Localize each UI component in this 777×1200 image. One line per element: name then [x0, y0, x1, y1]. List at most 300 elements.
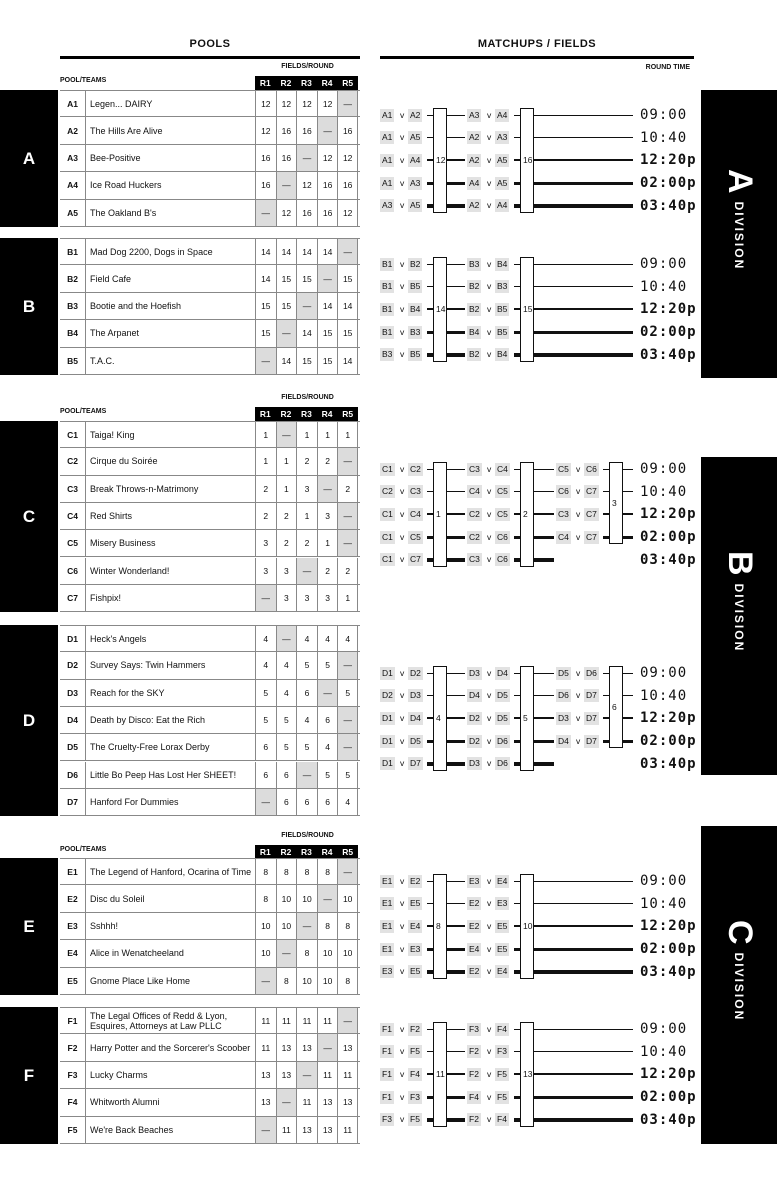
connector-line: [534, 1051, 633, 1052]
field-cell-r2: 8: [276, 859, 297, 884]
field-cell-r1: 8: [255, 859, 276, 884]
vs-text: v: [487, 1114, 492, 1125]
vs-text: v: [400, 898, 405, 909]
round-time: 09:00: [640, 461, 688, 477]
vs-text: v: [400, 463, 405, 474]
team-chip: C5: [410, 531, 421, 542]
team-row: [60, 652, 360, 679]
vs-text: v: [576, 735, 581, 746]
round-time: 10:40: [640, 1043, 688, 1060]
field-cell-r2: 13: [276, 1062, 297, 1088]
field-cell-r2: 16: [276, 117, 297, 143]
round-time: 03:40p: [640, 197, 697, 214]
connector-line: [534, 695, 554, 696]
field-cell-r5: 1: [337, 585, 358, 611]
vs-text: v: [400, 920, 405, 931]
team-chip: D4: [469, 690, 480, 701]
field-cell-r3: —: [296, 558, 317, 584]
field-cell-r1: 14: [255, 265, 276, 291]
team-name: Gnome Place Like Home: [90, 975, 191, 986]
vs-text: v: [400, 508, 405, 519]
field-cell-r3: —: [296, 1062, 317, 1088]
team-row: [60, 503, 360, 530]
field-cell-r3: 10: [296, 968, 317, 994]
round-header-r3: R3: [296, 76, 317, 90]
team-chip: B4: [497, 258, 508, 269]
team-id: B2: [60, 265, 86, 291]
round-time: 02:00p: [640, 941, 697, 958]
field-cell-r1: 3: [255, 530, 276, 556]
vs-text: v: [576, 463, 581, 474]
connector-line: [534, 881, 633, 882]
field-cell-r4: —: [317, 265, 338, 291]
field-cell-r1: 11: [255, 1008, 276, 1033]
vs-text: v: [400, 486, 405, 497]
team-chip: A1: [382, 177, 393, 188]
vs-text: v: [487, 758, 492, 769]
matchups-header: MATCHUPS / FIELDS: [477, 38, 597, 50]
team-chip: D7: [410, 758, 421, 769]
round-time: 10:40: [640, 895, 688, 912]
division-label: [720, 169, 759, 270]
field-number: 4: [436, 713, 441, 724]
team-id: A5: [60, 200, 86, 226]
field-cell-r1: 12: [255, 117, 276, 143]
team-id: F4: [60, 1089, 86, 1115]
team-chip: E3: [410, 943, 421, 954]
vs-text: v: [487, 349, 492, 360]
team-row: [60, 172, 360, 199]
team-chip: E4: [410, 920, 421, 931]
team-name: Lucky Charms: [90, 1069, 148, 1080]
vs-text: v: [576, 712, 581, 723]
pool-label-a: A: [0, 90, 58, 227]
field-cell-r4: 10: [317, 968, 338, 994]
team-chip: F5: [410, 1114, 420, 1125]
vs-text: v: [400, 132, 405, 143]
field-cell-r2: —: [276, 626, 297, 651]
team-chip: F1: [382, 1068, 392, 1079]
team-id: F5: [60, 1117, 86, 1143]
vs-text: v: [400, 735, 405, 746]
fields-round-label: FIELDS/ROUND: [281, 832, 334, 839]
team-name: Red Shirts: [90, 511, 133, 522]
field-cell-r2: —: [276, 1089, 297, 1115]
field-cell-r4: 3: [317, 585, 338, 611]
round-time: 03:40p: [640, 1111, 697, 1128]
field-cell-r1: 13: [255, 1089, 276, 1115]
team-chip: D6: [497, 735, 508, 746]
team-chip: B2: [469, 281, 480, 292]
connector-line: [534, 353, 633, 357]
field-number: 16: [523, 155, 533, 166]
vs-text: v: [487, 898, 492, 909]
field-number: 1: [436, 509, 441, 520]
team-row: [60, 320, 360, 347]
field-cell-r2: 14: [276, 239, 297, 264]
team-chip: A5: [410, 200, 421, 211]
team-chip: C1: [382, 531, 393, 542]
team-chip: B3: [497, 281, 508, 292]
team-chip: F3: [410, 1091, 420, 1102]
vs-text: v: [400, 943, 405, 954]
field-cell-r2: 5: [276, 707, 297, 733]
team-name: T.A.C.: [90, 355, 115, 366]
vs-text: v: [487, 667, 492, 678]
team-chip: D6: [558, 690, 569, 701]
team-name: We're Back Beaches: [90, 1124, 174, 1135]
field-cell-r5: —: [337, 239, 358, 264]
field-cell-r5: 5: [337, 680, 358, 706]
field-cell-r2: 13: [276, 1034, 297, 1060]
field-cell-r4: 11: [317, 1008, 338, 1033]
field-cell-r4: 14: [317, 293, 338, 319]
team-id: C2: [60, 448, 86, 474]
field-cell-r5: 16: [337, 172, 358, 198]
vs-text: v: [487, 531, 492, 542]
team-chip: E1: [382, 875, 393, 886]
connector-line: [534, 536, 554, 539]
team-row: [60, 348, 360, 375]
field-cell-r1: —: [255, 789, 276, 815]
team-id: D4: [60, 707, 86, 733]
round-time: 12:20p: [640, 1066, 697, 1083]
field-cell-r1: 3: [255, 558, 276, 584]
vs-text: v: [400, 667, 405, 678]
field-cell-r1: 10: [255, 940, 276, 966]
team-id: D6: [60, 762, 86, 788]
field-cell-r5: 1: [337, 422, 358, 447]
team-chip: F3: [497, 1046, 507, 1057]
field-cell-r4: 15: [317, 320, 338, 346]
vs-text: v: [400, 349, 405, 360]
field-cell-r3: 13: [296, 1117, 317, 1143]
team-chip: A4: [469, 177, 480, 188]
round-time: 09:00: [640, 1021, 688, 1037]
round-header-r1: R1: [255, 76, 276, 90]
team-chip: F4: [410, 1068, 420, 1079]
connector-line: [447, 513, 465, 515]
round-header-r1: R1: [255, 407, 276, 421]
vs-text: v: [487, 303, 492, 314]
round-time: 02:00p: [640, 529, 697, 546]
team-chip: C3: [469, 463, 480, 474]
field-cell-r5: —: [337, 1008, 358, 1033]
fields-round-label: FIELDS/ROUND: [281, 63, 334, 70]
team-chip: B5: [497, 303, 508, 314]
team-name: The Legend of Hanford, Ocarina of Time: [90, 866, 252, 877]
team-name: The Cruelty-Free Lorax Derby: [90, 742, 210, 753]
team-chip: A2: [469, 200, 480, 211]
connector-line: [534, 331, 633, 334]
division-word: DIVISION: [732, 952, 747, 1022]
round-header-r5: R5: [337, 76, 358, 90]
fields-round-label: FIELDS/ROUND: [281, 394, 334, 401]
connector-line: [447, 717, 465, 719]
field-cell-r1: —: [255, 348, 276, 374]
team-chip: B4: [410, 303, 421, 314]
field-cell-r5: 15: [337, 320, 358, 346]
team-name: Little Bo Peep Has Lost Her SHEET!: [90, 769, 237, 780]
field-cell-r4: 4: [317, 626, 338, 651]
team-name: Field Cafe: [90, 273, 132, 284]
field-cell-r2: 3: [276, 558, 297, 584]
team-chip: C1: [382, 554, 393, 565]
round-time: 03:40p: [640, 551, 697, 568]
field-cell-r2: 5: [276, 734, 297, 760]
team-name: The Arpanet: [90, 328, 140, 339]
field-cell-r3: 14: [296, 320, 317, 346]
division-bar-a: [701, 90, 777, 378]
field-cell-r5: —: [337, 734, 358, 760]
division-letter: C: [721, 920, 759, 945]
team-chip: C7: [586, 531, 597, 542]
round-header-r2: R2: [276, 407, 297, 421]
round-time: 02:00p: [640, 1089, 697, 1106]
field-cell-r1: 6: [255, 734, 276, 760]
connector-line: [447, 881, 465, 882]
team-chip: E2: [469, 920, 480, 931]
field-cell-r5: 11: [337, 1117, 358, 1143]
team-id: B3: [60, 293, 86, 319]
team-name: Harry Potter and the Sorcerer's Scoober: [90, 1042, 251, 1053]
field-cell-r5: 2: [337, 558, 358, 584]
field-cell-r1: 11: [255, 1034, 276, 1060]
team-chip: B4: [469, 326, 480, 337]
field-cell-r4: 15: [317, 348, 338, 374]
connector-line: [447, 1029, 465, 1030]
field-cell-r4: 3: [317, 503, 338, 529]
team-chip: C1: [382, 508, 393, 519]
team-row: [60, 940, 360, 967]
team-chip: B1: [382, 326, 393, 337]
team-name: Bootie and the Hoefish: [90, 300, 182, 311]
team-chip: C5: [497, 486, 508, 497]
field-cell-r5: 13: [337, 1089, 358, 1115]
field-cell-r5: —: [337, 503, 358, 529]
field-cell-r4: 2: [317, 448, 338, 474]
team-chip: C4: [558, 531, 569, 542]
vs-text: v: [576, 486, 581, 497]
round-header-r3: R3: [296, 845, 317, 859]
connector-line: [534, 204, 633, 208]
field-cell-r3: 1: [296, 422, 317, 447]
team-row: [60, 734, 360, 761]
team-row: [60, 762, 360, 789]
field-cell-r5: 10: [337, 940, 358, 966]
connector-line: [534, 469, 554, 470]
team-row: [60, 293, 360, 320]
vs-text: v: [487, 200, 492, 211]
team-chip: A1: [382, 109, 393, 120]
field-cell-r4: 11: [317, 1062, 338, 1088]
field-cell-r3: —: [296, 762, 317, 788]
vs-text: v: [400, 1114, 405, 1125]
round-time: 02:00p: [640, 733, 697, 750]
field-cell-r3: 11: [296, 1089, 317, 1115]
field-cell-r3: 16: [296, 117, 317, 143]
team-id: D7: [60, 789, 86, 815]
field-cell-r4: 12: [317, 91, 338, 116]
field-cell-r3: 4: [296, 707, 317, 733]
team-chip: C2: [469, 531, 480, 542]
team-chip: D3: [410, 690, 421, 701]
team-chip: F4: [469, 1091, 479, 1102]
team-row: [60, 90, 360, 117]
team-chip: E3: [382, 966, 393, 977]
connector-line: [447, 903, 465, 904]
round-time: 09:00: [640, 256, 688, 272]
team-row: [60, 707, 360, 734]
pool-teams-label: POOL/TEAMS: [60, 77, 107, 84]
division-word: DIVISION: [732, 201, 747, 271]
field-cell-r4: 4: [317, 734, 338, 760]
connector-line: [534, 137, 633, 138]
field-cell-r4: 2: [317, 558, 338, 584]
team-name: Reach for the SKY: [90, 687, 165, 698]
team-row: [60, 558, 360, 585]
team-id: B4: [60, 320, 86, 346]
team-chip: F2: [410, 1023, 420, 1034]
team-id: C3: [60, 476, 86, 502]
connector-line: [534, 115, 633, 116]
vs-text: v: [487, 486, 492, 497]
vs-text: v: [400, 177, 405, 188]
team-chip: A3: [410, 177, 421, 188]
round-time: 12:20p: [640, 152, 697, 169]
team-id: B1: [60, 239, 86, 264]
field-cell-r3: 12: [296, 172, 317, 198]
field-cell-r1: 16: [255, 145, 276, 171]
vs-text: v: [487, 1023, 492, 1034]
vs-text: v: [400, 303, 405, 314]
field-cell-r2: 15: [276, 265, 297, 291]
field-cell-r4: 6: [317, 707, 338, 733]
connector-line: [447, 308, 465, 310]
round-header-r4: R4: [317, 845, 338, 859]
pools-header-rule: [60, 56, 360, 59]
team-chip: B2: [469, 349, 480, 360]
connector-line: [623, 740, 633, 743]
round-header-r4: R4: [317, 407, 338, 421]
connector-line: [447, 925, 465, 927]
team-chip: A2: [469, 132, 480, 143]
team-id: E5: [60, 968, 86, 994]
connector-line: [447, 948, 465, 951]
vs-text: v: [487, 508, 492, 519]
field-cell-r5: —: [337, 707, 358, 733]
connector-line: [623, 717, 633, 719]
team-chip: D4: [558, 735, 569, 746]
field-cell-r2: 11: [276, 1008, 297, 1033]
field-number: 8: [436, 921, 441, 932]
division-label: [720, 551, 759, 652]
vs-text: v: [400, 109, 405, 120]
vs-text: v: [400, 1023, 405, 1034]
team-chip: D2: [469, 712, 480, 723]
team-row: [60, 265, 360, 292]
team-chip: B3: [382, 349, 393, 360]
team-name: Ice Road Huckers: [90, 180, 162, 191]
team-id: C5: [60, 530, 86, 556]
vs-text: v: [487, 326, 492, 337]
team-chip: E4: [497, 966, 508, 977]
team-chip: A1: [382, 154, 393, 165]
team-id: E1: [60, 859, 86, 884]
vs-text: v: [400, 1091, 405, 1102]
pool-label-f: F: [0, 1007, 58, 1144]
round-time: 12:20p: [640, 301, 697, 318]
team-chip: C2: [382, 486, 393, 497]
field-cell-r2: —: [276, 320, 297, 346]
round-header-r5: R5: [337, 845, 358, 859]
team-id: E3: [60, 913, 86, 939]
field-cell-r1: 14: [255, 239, 276, 264]
field-cell-r3: 12: [296, 91, 317, 116]
round-header-r5: R5: [337, 407, 358, 421]
field-cell-r5: 4: [337, 626, 358, 651]
field-cell-r4: 13: [317, 1117, 338, 1143]
field-cell-r3: 6: [296, 680, 317, 706]
team-id: B5: [60, 348, 86, 374]
team-chip: F3: [382, 1114, 392, 1125]
field-cell-r2: 12: [276, 200, 297, 226]
field-cell-r2: 10: [276, 885, 297, 911]
field-cell-r1: 5: [255, 707, 276, 733]
connector-line: [534, 970, 633, 974]
pool-label-d: D: [0, 625, 58, 816]
field-cell-r2: 10: [276, 913, 297, 939]
team-chip: D5: [497, 712, 508, 723]
field-cell-r4: 8: [317, 913, 338, 939]
vs-text: v: [400, 531, 405, 542]
connector-line: [534, 513, 554, 515]
field-cell-r4: 5: [317, 762, 338, 788]
vs-text: v: [400, 1046, 405, 1057]
team-chip: C2: [469, 508, 480, 519]
connector-line: [447, 286, 465, 287]
connector-line: [534, 762, 554, 766]
connector-line: [447, 536, 465, 539]
vs-text: v: [487, 735, 492, 746]
team-chip: D3: [469, 667, 480, 678]
team-chip: B2: [469, 303, 480, 314]
field-cell-r2: —: [276, 940, 297, 966]
field-cell-r1: 4: [255, 652, 276, 678]
team-chip: C4: [497, 463, 508, 474]
team-chip: A3: [469, 109, 480, 120]
field-cell-r1: —: [255, 1117, 276, 1143]
field-cell-r2: 6: [276, 762, 297, 788]
vs-text: v: [576, 690, 581, 701]
team-chip: E2: [410, 875, 421, 886]
team-chip: D5: [410, 735, 421, 746]
round-time: 03:40p: [640, 346, 697, 363]
vs-text: v: [400, 281, 405, 292]
team-chip: D3: [469, 758, 480, 769]
field-cell-r3: 3: [296, 476, 317, 502]
round-header-r2: R2: [276, 76, 297, 90]
field-cell-r5: —: [337, 448, 358, 474]
field-cell-r2: 3: [276, 585, 297, 611]
team-chip: C6: [497, 554, 508, 565]
field-cell-r1: 16: [255, 172, 276, 198]
field-cell-r1: 6: [255, 762, 276, 788]
field-cell-r4: 16: [317, 200, 338, 226]
field-cell-r2: 4: [276, 680, 297, 706]
field-cell-r4: —: [317, 1034, 338, 1060]
connector-line: [447, 558, 465, 562]
